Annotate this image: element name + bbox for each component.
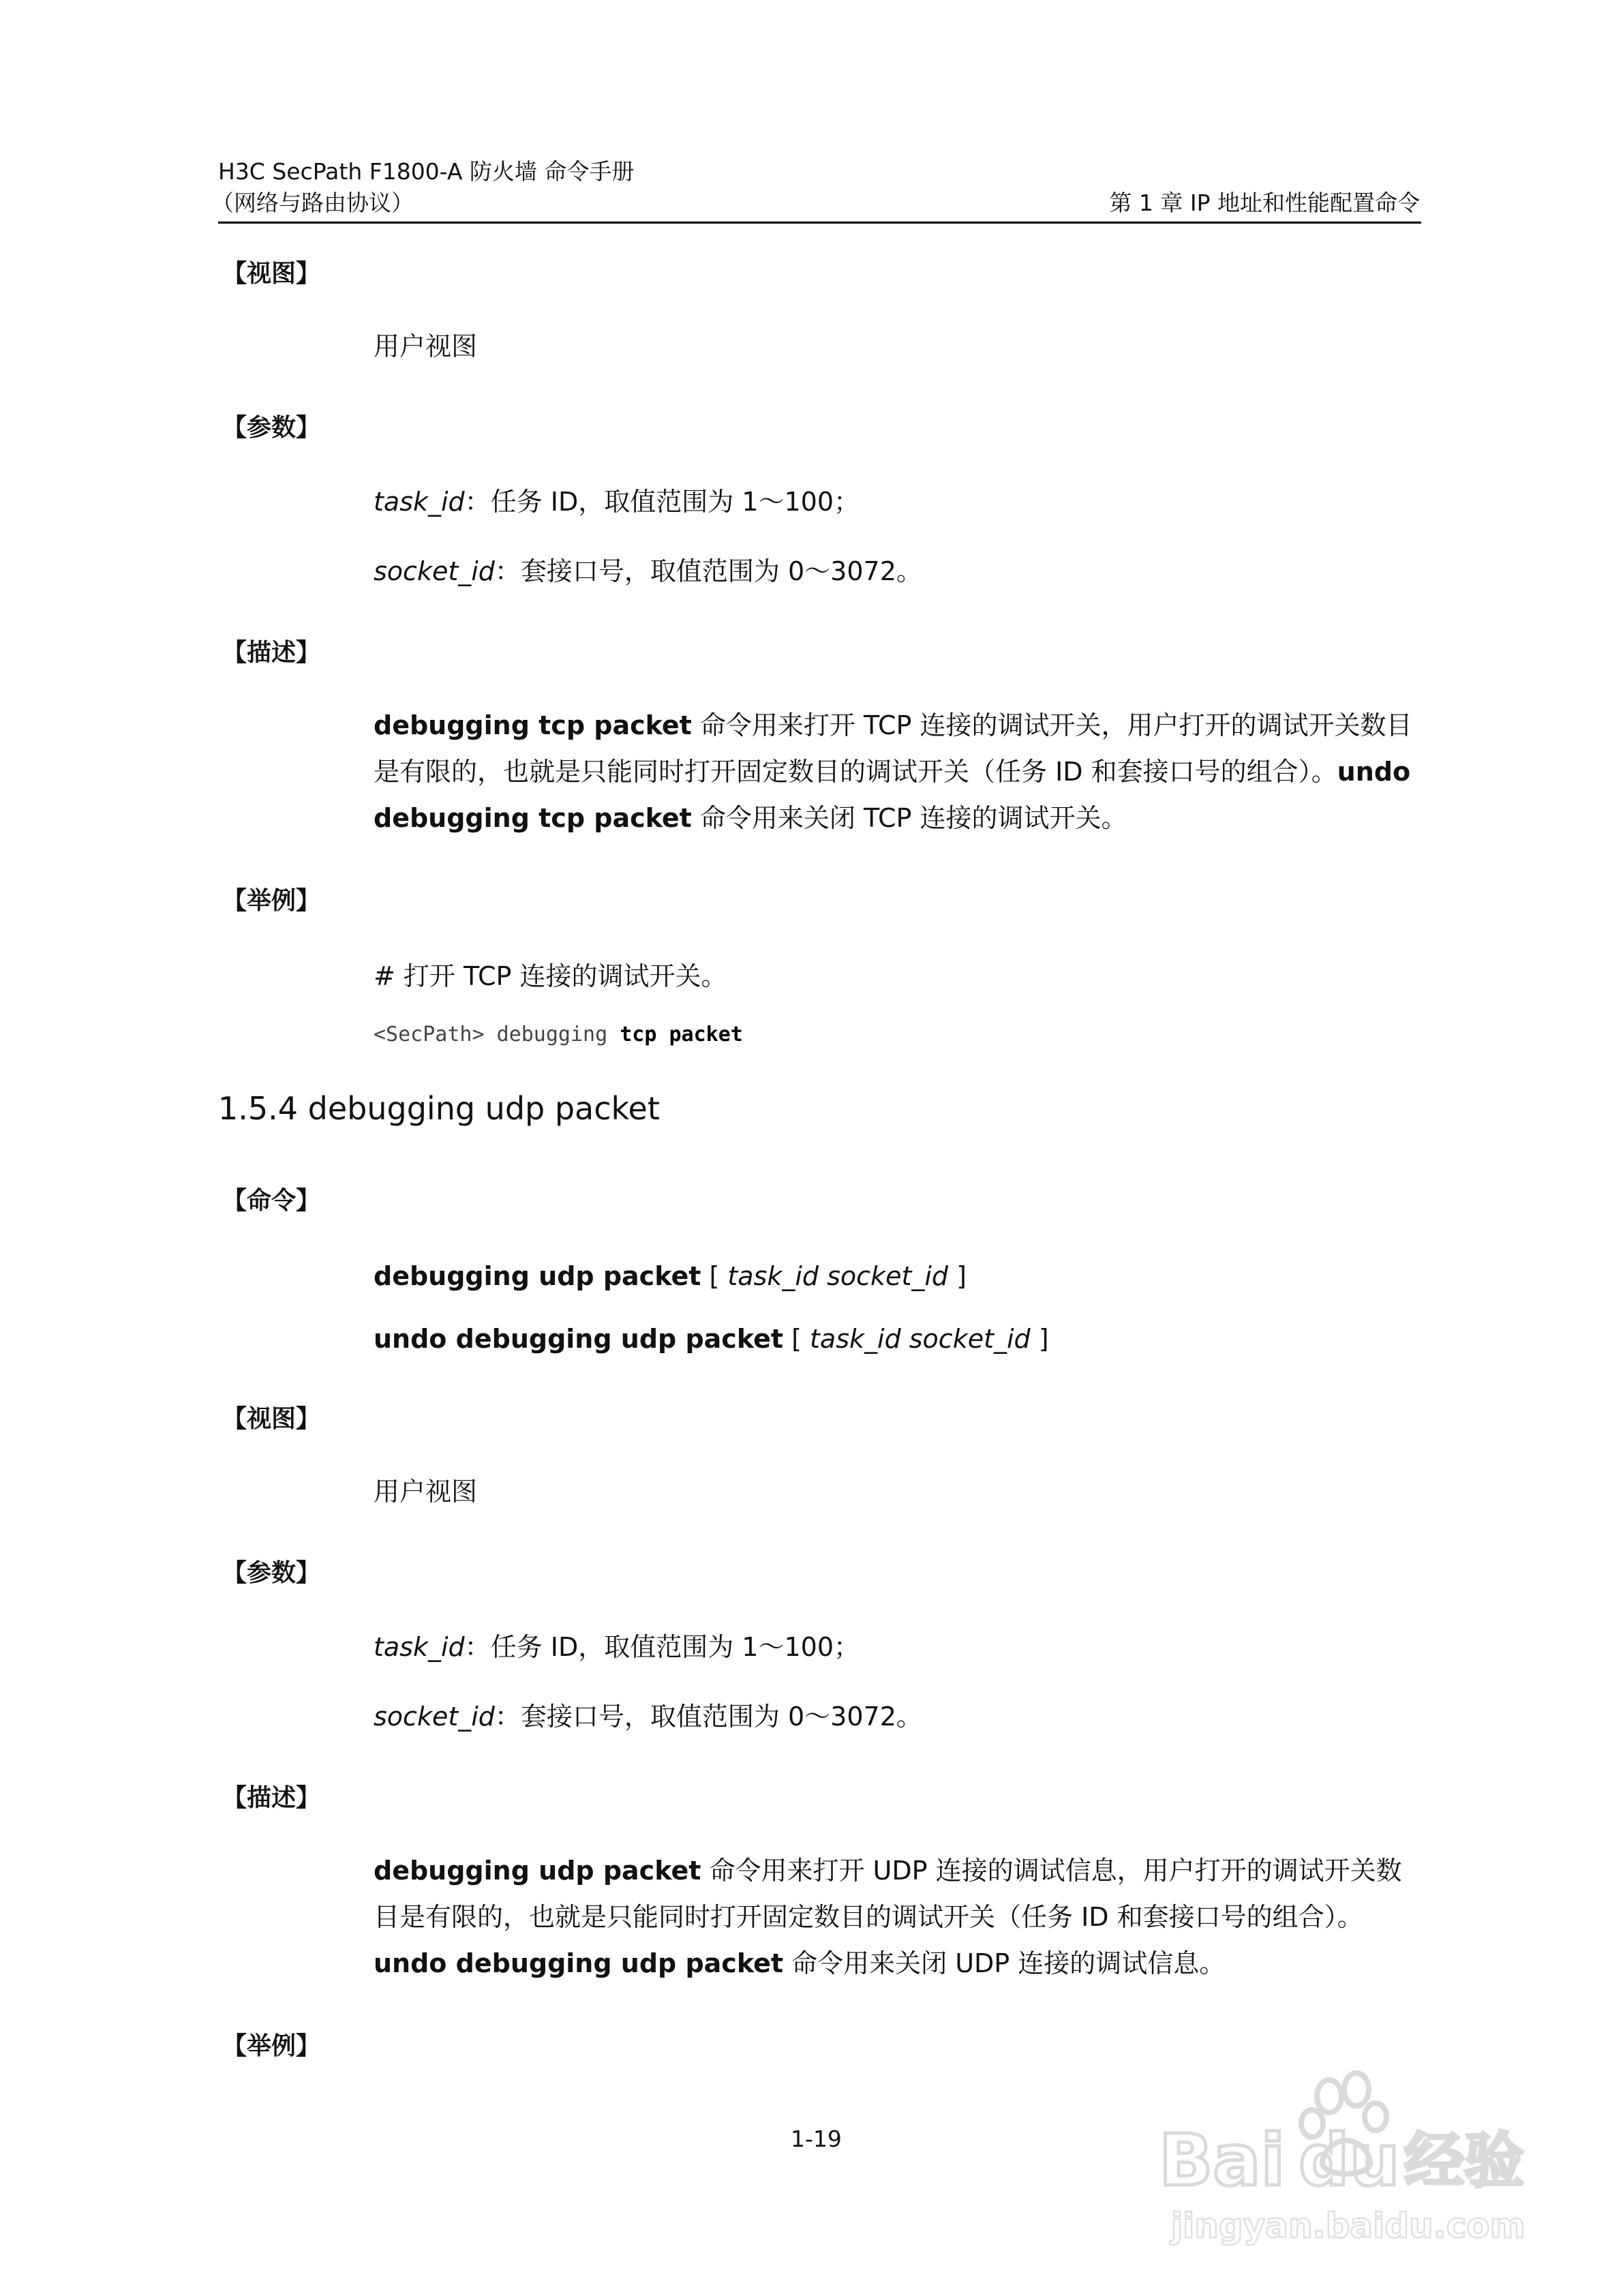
header-subtitle: （网络与路由协议） [211, 190, 414, 216]
param-task-id: task_id：任务 ID，取值范围为 1～100； [374, 487, 860, 517]
svg-text:Bai: Bai [1159, 2119, 1286, 2202]
section-title: 1.5.4 debugging udp packet [218, 1090, 660, 1127]
baidu-paw-icon [1159, 2059, 1541, 2263]
param-task-id-udp: task_id：任务 ID，取值范围为 1～100； [374, 1632, 860, 1662]
view-heading: 【视图】 [222, 260, 321, 288]
param-socket-id-udp: socket_id：套接口号，取值范围为 0～3072。 [374, 1702, 922, 1732]
desc-paragraph-udp: debugging udp packet 命令用来打开 UDP 连接的调试信息，用户打开的调试开关数目是有限的，也就是只能同时打开固定数目的调试开关（任务 ID 和套接口号的组合）。undo debugging udp packet 命令用来关闭 UDP 连接的调试信息。 [374, 1856, 1402, 1978]
header-title: H3C SecPath F1800-A 防火墙 命令手册 [218, 158, 635, 185]
view-value-udp: 用户视图 [374, 1477, 478, 1507]
desc-heading-udp: 【描述】 [222, 1784, 321, 1812]
cmd-line-2: undo debugging udp packet [ task_id socket_id ] [374, 1324, 1049, 1354]
param-socket-id: socket_id：套接口号，取值范围为 0～3072。 [374, 556, 922, 586]
svg-text:jingyan.baidu.com: jingyan.baidu.com [1171, 2206, 1526, 2246]
svg-text:du: du [1299, 2119, 1400, 2202]
example-heading: 【举例】 [222, 887, 321, 915]
svg-text:经验: 经验 [1404, 2126, 1525, 2196]
params-heading-udp: 【参数】 [222, 1559, 321, 1587]
desc-paragraph: debugging tcp packet 命令用来打开 TCP 连接的调试开关，用户打开的调试开关数目是有限的，也就是只能同时打开固定数目的调试开关（任务 ID 和套接口号的组合）。undo debugging tcp packet 命令用来关闭 TCP 连接的调试开关。 [374, 710, 1412, 833]
baidu-jingyan-watermark [1159, 2059, 1541, 2263]
params-heading: 【参数】 [222, 414, 321, 442]
example-comment: # 打开 TCP 连接的调试开关。 [374, 961, 727, 991]
header-rule [218, 222, 1421, 224]
header-chapter: 第 1 章 IP 地址和性能配置命令 [1109, 190, 1420, 216]
example-heading-udp: 【举例】 [222, 2032, 321, 2060]
desc-heading: 【描述】 [222, 639, 321, 667]
view-heading-udp: 【视图】 [222, 1405, 321, 1433]
example-code: <SecPath> debugging tcp packet [374, 1023, 743, 1046]
cmd-heading: 【命令】 [222, 1187, 321, 1215]
view-value: 用户视图 [374, 331, 478, 361]
page-number: 1-19 [791, 2126, 842, 2152]
cmd-line-1: debugging udp packet [ task_id socket_id ] [374, 1261, 967, 1291]
